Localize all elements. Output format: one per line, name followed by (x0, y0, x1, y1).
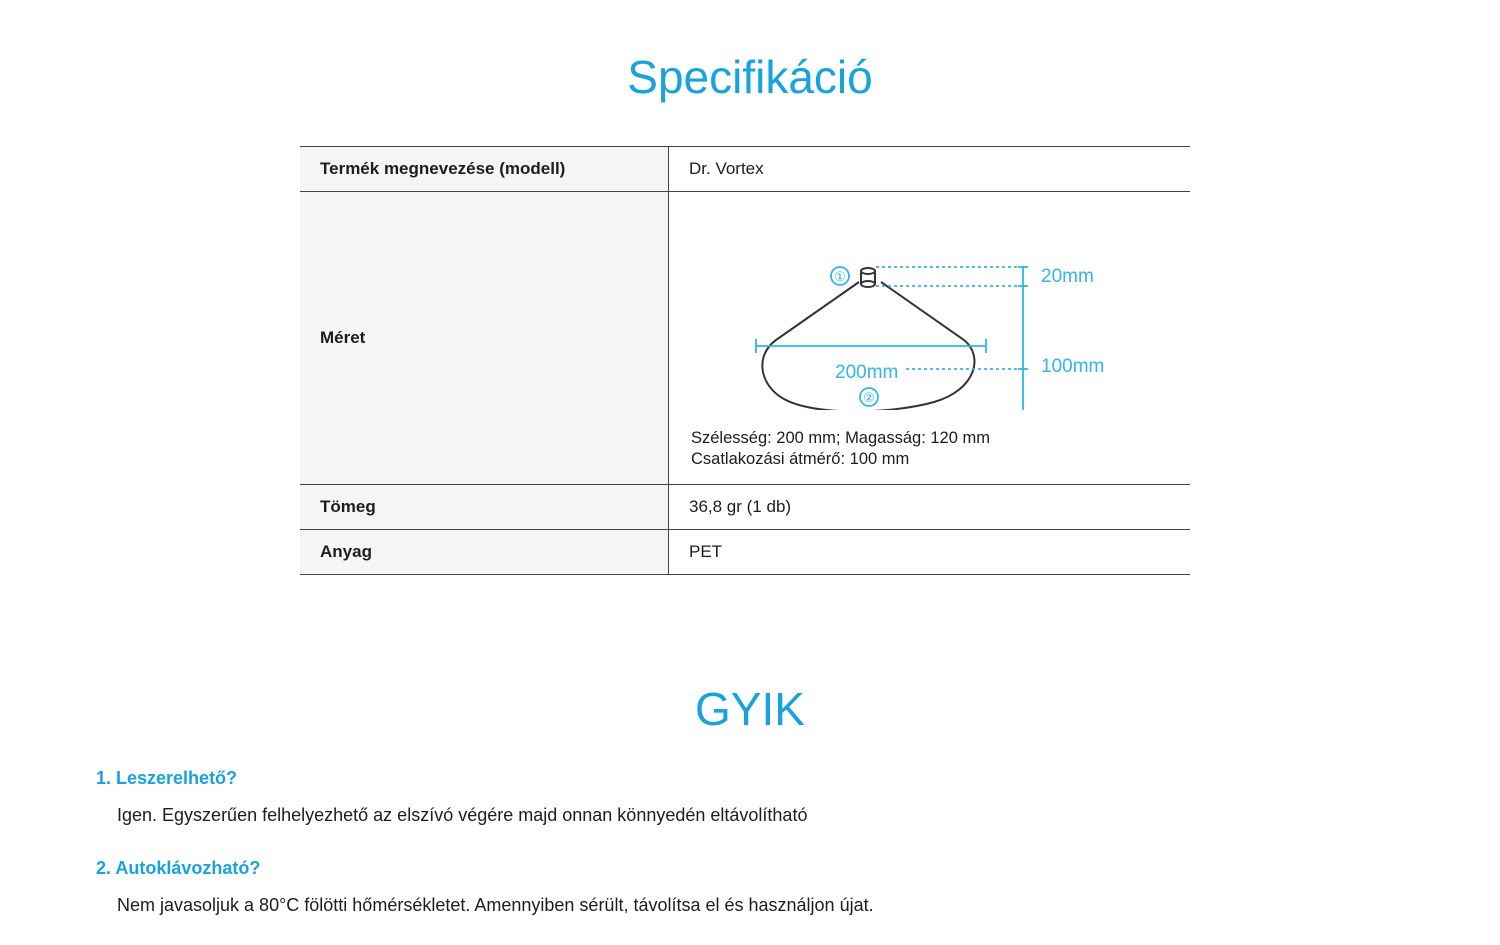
table-row (300, 530, 1190, 575)
row-value: PET (669, 530, 1191, 575)
row-label: Termék megnevezése (modell) (300, 147, 669, 192)
size-note-line: Csatlakozási átmérő: 100 mm (691, 450, 910, 468)
row-label: Tömeg (300, 485, 669, 530)
size-note-line: Szélesség: 200 mm; Magasság: 120 mm (691, 429, 990, 447)
nozzle-top (861, 268, 875, 274)
row-label: Méret (300, 192, 669, 485)
size-note (691, 428, 990, 470)
dimension-diagram (744, 210, 1124, 410)
spec-title: Specifikáció (627, 51, 873, 103)
dim-width-label: 200mm (835, 362, 899, 383)
faq-question: 2. Autoklávozható? (96, 858, 261, 878)
marker-2: ② (863, 390, 875, 405)
faq-answer: Igen. Egyszerűen felhelyezhető az elszívó végére majd onnan könnyedén eltávolítható (117, 805, 808, 825)
table-row (300, 147, 1190, 192)
faq-question: 1. Leszerelhető? (96, 768, 238, 788)
table-row (300, 192, 1190, 485)
faq-title: GYIK (695, 683, 805, 735)
dim-height-label: 100mm (1041, 356, 1105, 377)
table-row (300, 485, 1190, 530)
spec-table (300, 146, 1190, 575)
size-cell (669, 192, 1191, 485)
faq-answer: Nem javasoljuk a 80°C fölötti hőmérsékletet. Amennyiben sérült, távolítsa el és használjon újat. (117, 895, 874, 915)
marker-1: ① (834, 269, 846, 284)
row-label: Anyag (300, 530, 669, 575)
nozzle-bottom (861, 281, 875, 287)
row-value: 36,8 gr (1 db) (669, 485, 1191, 530)
dim-top-label: 20mm (1041, 266, 1094, 287)
row-value: Dr. Vortex (669, 147, 1191, 192)
